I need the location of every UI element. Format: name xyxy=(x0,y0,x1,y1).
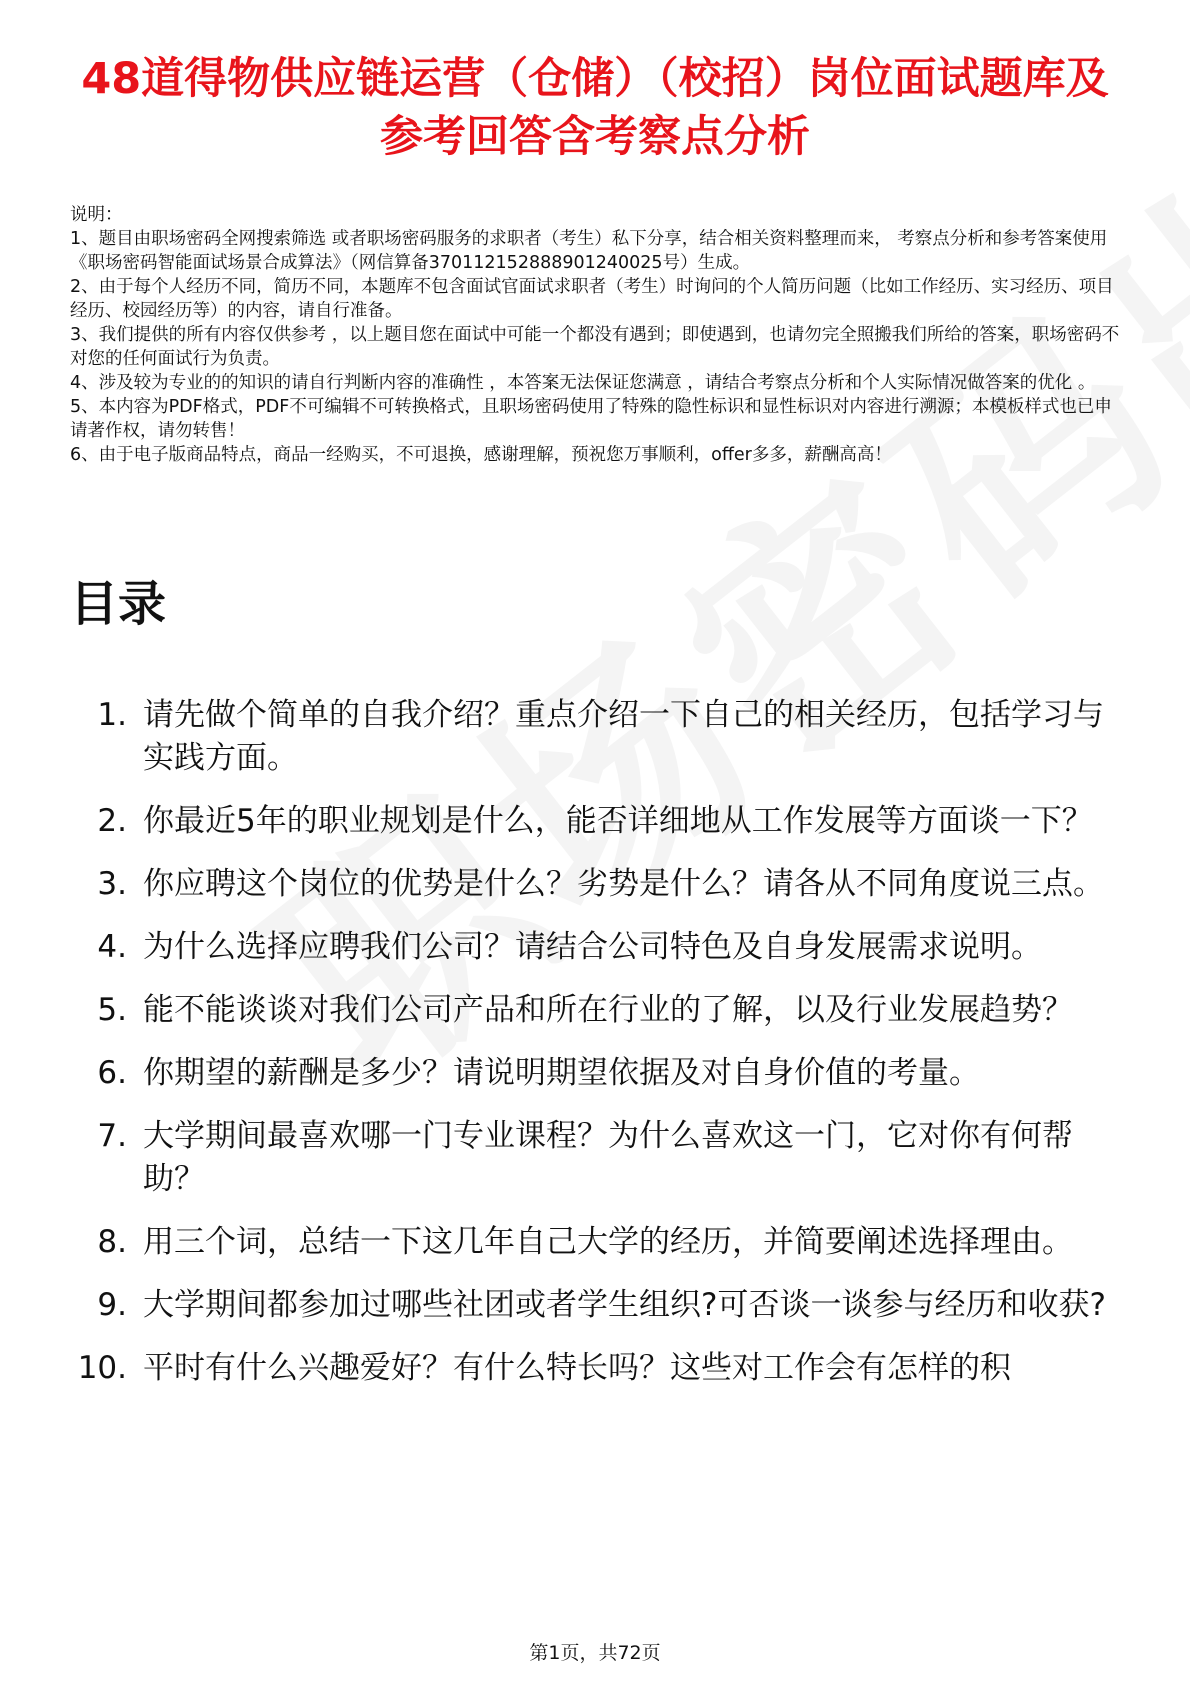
notes-section xyxy=(70,203,1120,467)
notes-heading: 说明： xyxy=(70,205,123,225)
note-item-5: 5、本内容为PDF格式，PDF不可编辑不可转换格式，且职场密码使用了特殊的隐性标识和显性标识对内容进行溯源；本模板样式也已申请著作权，请勿转售！ xyxy=(70,397,1112,441)
note-item-4: 4、涉及较为专业的的知识的请自行判断内容的准确性 ，本答案无法保证您满意 ，请结合考察点分析和个人实际情况做答案的优化 。 xyxy=(70,373,1096,393)
toc-item-text: 用三个词，总结一下这几年自己大学的经历，并简要阐述选择理由。 xyxy=(143,1224,1073,1260)
toc-item-number: 2. xyxy=(97,803,127,839)
toc-item[interactable] xyxy=(70,694,1130,780)
note-item-2: 2、由于每个人经历不同，简历不同，本题库不包含面试官面试求职者（考生）时询问的个人简历问题（比如工作经历、实习经历、项目经历、校园经历等）的内容，请自行准备。 xyxy=(70,277,1114,321)
note-item-1: 1、题目由职场密码全网搜索筛选 或者职场密码服务的求职者（考生）私下分享，结合相关资料整理而来， 考察点分析和参考答案使用《职场密码智能面试场景合成算法》（网信算备370112152888901240025号）生成。 xyxy=(70,229,1108,273)
toc-item-number: 8. xyxy=(97,1224,127,1260)
toc-item-text: 请先做个简单的自我介绍？重点介绍一下自己的相关经历，包括学习与实践方面。 xyxy=(143,697,1104,776)
toc-item-number: 7. xyxy=(97,1118,127,1154)
toc-item-text: 你应聘这个岗位的优势是什么？劣势是什么？请各从不同角度说三点。 xyxy=(143,866,1104,902)
note-item-3: 3、我们提供的所有内容仅供参考 ，以上题目您在面试中可能一个都没有遇到；即使遇到，也请勿完全照搬我们所给的答案，职场密码不对您的任何面试行为负责。 xyxy=(70,325,1120,369)
toc-item-text: 平时有什么兴趣爱好？有什么特长吗？这些对工作会有怎样的积 xyxy=(143,1350,1011,1386)
toc-item-number: 3. xyxy=(97,866,127,902)
toc-heading: 目录 xyxy=(70,576,167,632)
toc-item[interactable] xyxy=(70,1221,1130,1264)
toc-item[interactable] xyxy=(70,989,1130,1032)
toc-list xyxy=(70,694,1130,1410)
toc-item-number: 6. xyxy=(97,1055,127,1091)
toc-item-text: 你期望的薪酬是多少？请说明期望依据及对自身价值的考量。 xyxy=(143,1055,980,1091)
toc-item-number: 4. xyxy=(97,929,127,965)
toc-item-number: 1. xyxy=(97,697,127,733)
toc-item[interactable] xyxy=(70,926,1130,969)
toc-item[interactable] xyxy=(70,1284,1130,1327)
toc-item-text: 能不能谈谈对我们公司产品和所在行业的了解，以及行业发展趋势？ xyxy=(143,992,1073,1028)
toc-item[interactable] xyxy=(70,863,1130,906)
document-title: 48道得物供应链运营（仓储）（校招）岗位面试题库及参考回答含考察点分析 xyxy=(81,54,1109,162)
toc-item[interactable] xyxy=(70,1347,1130,1390)
toc-item-number: 10. xyxy=(77,1350,127,1386)
toc-item-text: 你最近5年的职业规划是什么，能否详细地从工作发展等方面谈一下？ xyxy=(143,803,1093,839)
note-item-6: 6、由于电子版商品特点，商品一经购买，不可退换，感谢理解，预祝您万事顺利，offer多多，薪酬高高！ xyxy=(70,445,892,465)
toc-item[interactable] xyxy=(70,1115,1130,1201)
toc-item[interactable] xyxy=(70,1052,1130,1095)
toc-item[interactable] xyxy=(70,800,1130,843)
toc-item-text: 为什么选择应聘我们公司？请结合公司特色及自身发展需求说明。 xyxy=(143,929,1042,965)
page-number: 第1页，共72页 xyxy=(529,1642,661,1664)
toc-item-text: 大学期间都参加过哪些社团或者学生组织?可否谈一谈参与经历和收获? xyxy=(143,1287,1106,1323)
toc-item-number: 5. xyxy=(97,992,127,1028)
toc-item-number: 9. xyxy=(97,1287,127,1323)
toc-item-text: 大学期间最喜欢哪一门专业课程？为什么喜欢这一门，它对你有何帮助？ xyxy=(143,1118,1073,1197)
